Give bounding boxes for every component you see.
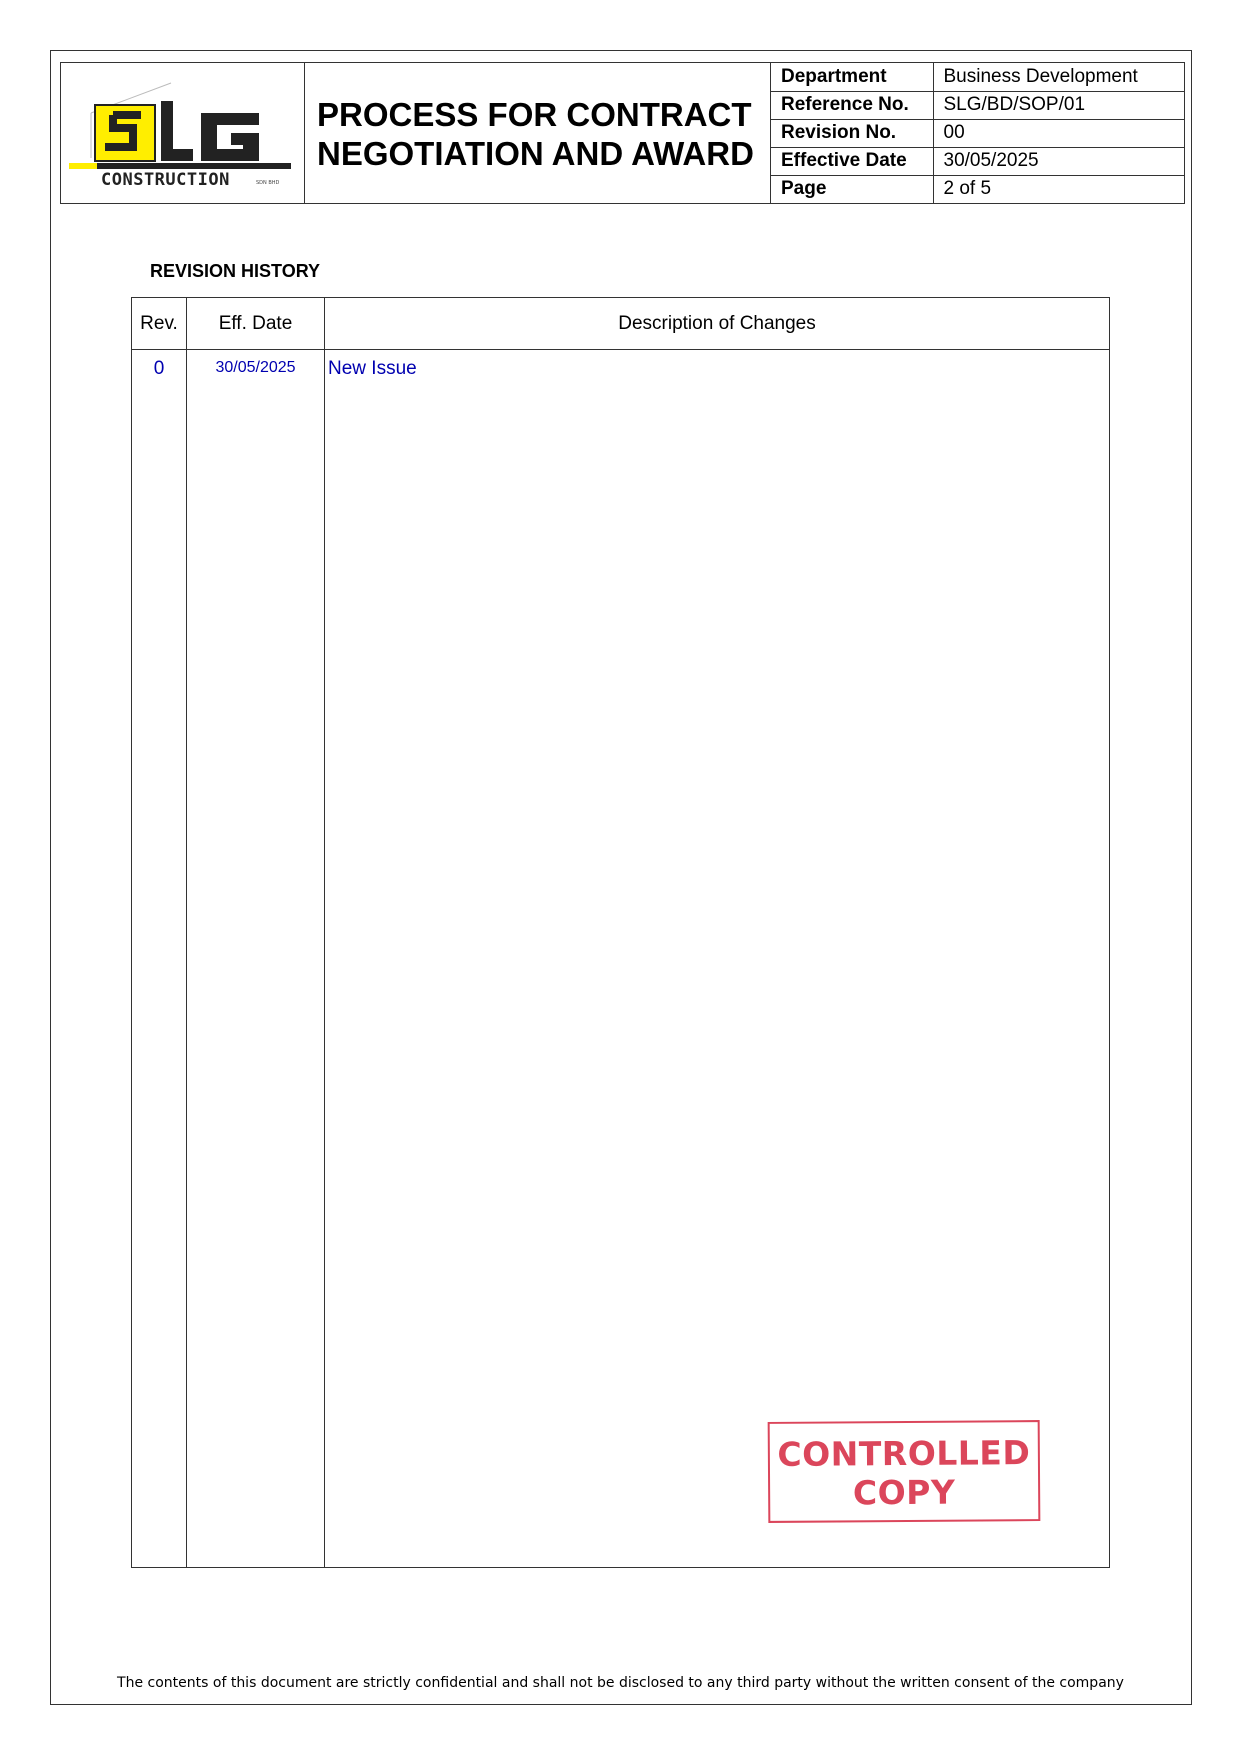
meta-value: 2 of 5	[933, 175, 1184, 203]
meta-row	[771, 147, 1184, 175]
slg-construction-logo	[61, 63, 303, 203]
revision-history-title: REVISION HISTORY	[150, 261, 321, 281]
stamp-line-1: CONTROLLED	[777, 1433, 1031, 1474]
meta-value: 30/05/2025	[933, 147, 1184, 175]
table-row	[132, 350, 1110, 1568]
date-cell: 30/05/2025	[187, 350, 325, 1568]
rev-cell: 0	[132, 350, 187, 1568]
description-cell: New Issue	[325, 350, 1110, 1568]
meta-value: SLG/BD/SOP/01	[933, 91, 1184, 119]
meta-row	[771, 63, 1184, 91]
title-cell	[305, 63, 771, 203]
meta-value: 00	[933, 119, 1184, 147]
meta-value: Business Development	[933, 63, 1184, 91]
column-header-date: Eff. Date	[187, 298, 325, 350]
meta-row	[771, 175, 1184, 203]
meta-label: Department	[771, 63, 933, 91]
controlled-copy-stamp	[768, 1420, 1041, 1523]
meta-label: Revision No.	[771, 119, 933, 147]
column-header-rev: Rev.	[132, 298, 187, 350]
stamp-line-2: COPY	[852, 1472, 956, 1513]
column-header-description: Description of Changes	[325, 298, 1110, 350]
document-header	[60, 62, 1185, 204]
revision-history-table	[131, 297, 1110, 1568]
svg-text:SDN BHD: SDN BHD	[256, 180, 280, 186]
document-title: PROCESS FOR CONTRACT NEGOTIATION AND AWARD	[317, 96, 754, 172]
company-logo	[61, 63, 305, 203]
meta-label: Reference No.	[771, 91, 933, 119]
svg-text:CONSTRUCTION: CONSTRUCTION	[101, 170, 230, 190]
confidentiality-footer: The contents of this document are strictly confidential and shall not be disclosed to any third party without the written consent of the company	[117, 1675, 1124, 1691]
document-meta-table	[771, 63, 1184, 203]
meta-row	[771, 91, 1184, 119]
table-header-row	[132, 298, 1110, 350]
meta-label: Page	[771, 175, 933, 203]
meta-label: Effective Date	[771, 147, 933, 175]
meta-row	[771, 119, 1184, 147]
